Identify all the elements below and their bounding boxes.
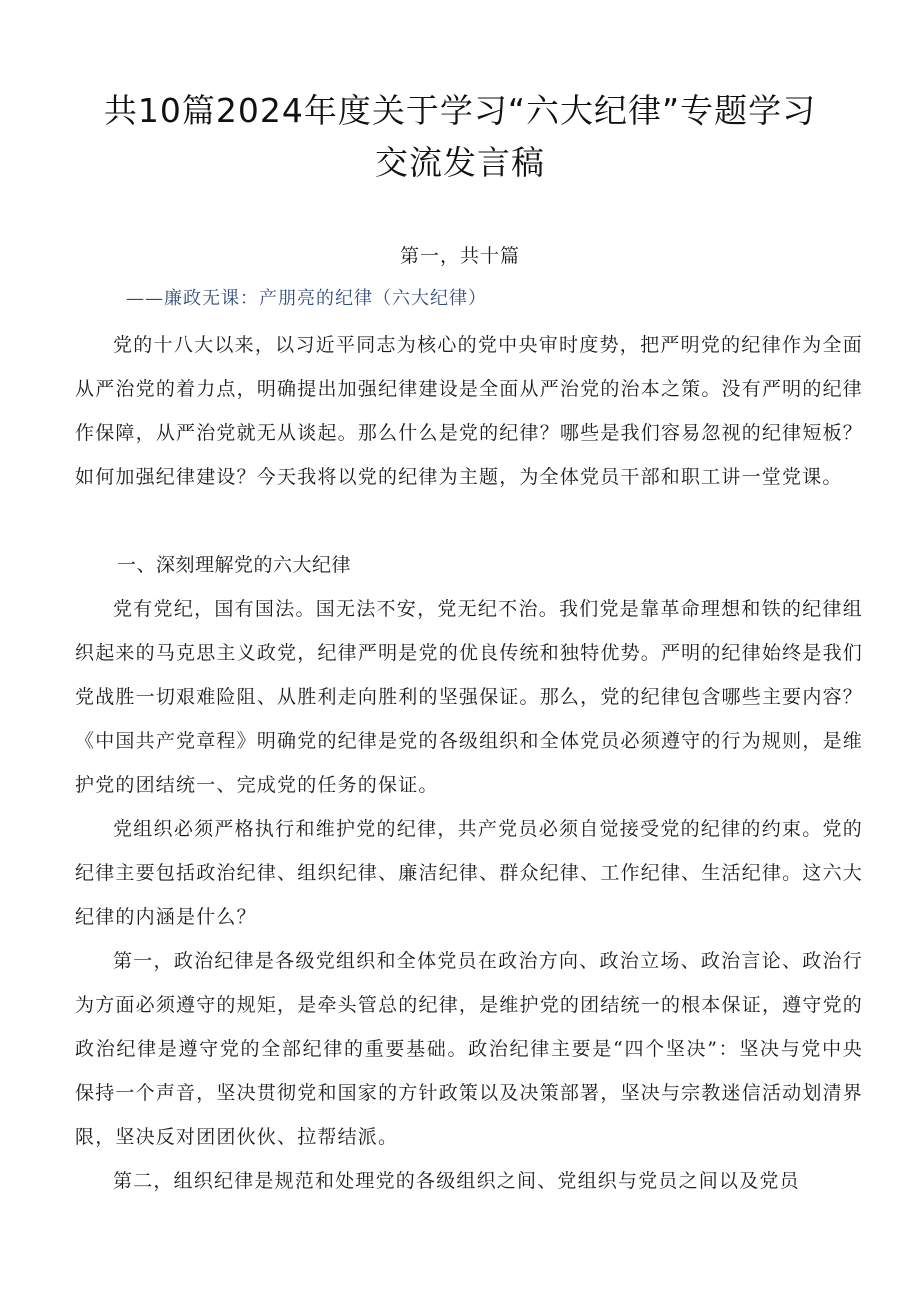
paragraph-political-discipline: 第一，政治纪律是各级党组织和全体党员在政治方向、政治立场、政治言论、政治行为方面必须遵守的规矩，是牵头管总的纪律，是维护党的团结统一的根本保证，遵守党的政治纪律是遵守党的全部纪律的重要基础。政治纪律主要是“四个坚决”：坚决与党中央保持一个声音，坚决贯彻党和国家的方针政策以及决策部署，坚决与宗教迷信活动划清界限，坚决反对团团伙伙、拉帮结派。: [75, 950, 863, 1148]
document-title-line-1: 共10篇2024年度关于学习“六大纪律”专题学习: [103, 91, 817, 130]
paragraph-party-discipline: 党有党纪，国有国法。国无法不安，党无纪不治。我们党是靠革命理想和铁的纪律组织起来的马克思主义政党，纪律严明是党的优良传统和独特优势。严明的纪律始终是我们党战胜一切艰难险阻、从胜利走向胜利的坚强保证。那么，党的纪律包含哪些主要内容？《中国共产党章程》明确党的纪律是党的各级组织和全体党员必须遵守的行为规则，是维护党的团结统一、完成党的任务的保证。: [75, 598, 863, 796]
section-subtitle: ——廉政无课：产朋亮的纪律（六大纪律）: [126, 288, 487, 309]
heading-part-one: 一、深刻理解党的六大纪律: [117, 554, 352, 576]
paragraph-six-disciplines: 党组织必须严格执行和维护党的纪律，共产党员必须自觉接受党的纪律的约束。党的纪律主要包括政治纪律、组织纪律、廉洁纪律、群众纪律、工作纪律、生活纪律。这六大纪律的内涵是什么？: [75, 818, 863, 928]
document-title-line-2: 交流发言稿: [375, 143, 545, 182]
paragraph-intro: 党的十八大以来，以习近平同志为核心的党中央审时度势，把严明党的纪律作为全面从严治党的着力点，明确提出加强纪律建设是全面从严治党的治本之策。没有严明的纪律作保障，从严治党就无从谈起。那么什么是党的纪律？哪些是我们容易忽视的纪律短板？如何加强纪律建设？今天我将以党的纪律为主题，为全体党员干部和职工讲一堂党课。: [75, 334, 863, 488]
section-heading: 第一，共十篇: [399, 245, 520, 267]
paragraph-organizational-discipline: 第二，组织纪律是规范和处理党的各级组织之间、党组织与党员之间以及党员: [113, 1170, 800, 1192]
